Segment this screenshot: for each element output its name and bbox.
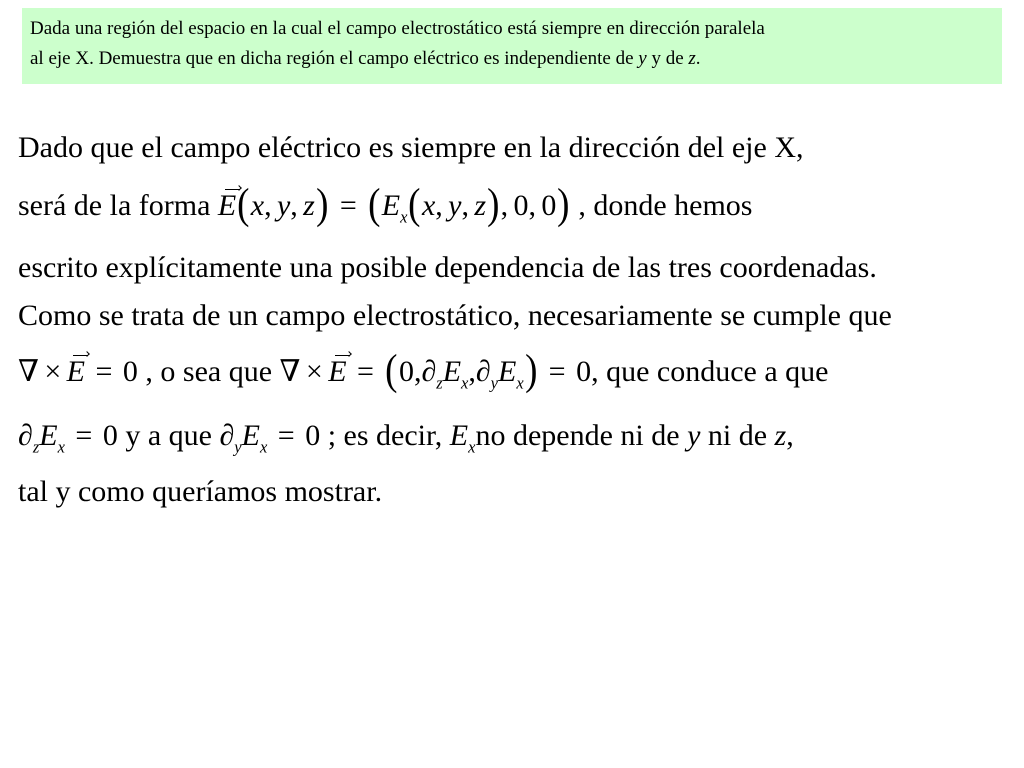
solution-line-5 — [18, 346, 829, 395]
zero: 0 — [122, 355, 138, 388]
sub-x: x — [461, 373, 469, 393]
solution-line-6-text-a: y a que — [125, 419, 220, 452]
solution-line-6-text-d: ni de — [700, 419, 775, 452]
equals-sign: = — [357, 355, 374, 388]
curl-components-equation: ∇ × $E = (0,\partial_zE_x,\partial_yE_x) = 0$, — [279, 346, 599, 395]
zero: 0 — [576, 355, 592, 388]
var-x: x — [250, 189, 265, 222]
comma: , — [264, 189, 272, 222]
problem-line-2-text-b: y de — [646, 48, 689, 69]
sub-x: x — [468, 437, 476, 457]
sub-x: x — [516, 373, 524, 393]
comma: , — [500, 189, 509, 222]
equals-sign: = — [75, 419, 93, 452]
zero: 0 — [305, 419, 321, 452]
times-symbol: × — [44, 355, 62, 388]
vector-E: E — [217, 189, 237, 222]
problem-statement-box — [22, 8, 1002, 84]
problem-line-1: Dada una región del espacio en la cual el campo electrostático está siempre en dirección paralela — [30, 18, 765, 39]
E-component: E — [498, 355, 517, 388]
curl-zero-equation — [18, 355, 145, 388]
partial-symbol: ∂ — [219, 419, 235, 452]
sub-z: z — [436, 373, 443, 393]
vector-E: E — [328, 355, 347, 388]
sub-y: y — [234, 437, 242, 457]
zero: 0 — [541, 189, 557, 222]
equals-sign: = — [277, 419, 295, 452]
solution-line-2-text-b: , donde hemos — [578, 189, 753, 222]
comma: , — [413, 355, 422, 388]
sub-x: x — [259, 437, 268, 457]
var-y: y — [687, 419, 701, 452]
partial-symbol: ∂ — [421, 355, 437, 388]
var-y: y — [448, 189, 462, 222]
zero: 0 — [398, 355, 414, 388]
E-component: E — [449, 419, 469, 452]
solution-line-6-text-e: , — [786, 419, 794, 452]
solution-line-5-text-a: , o sea que — [145, 355, 280, 388]
solution-line-3: escrito explícitamente una posible dependencia de las tres coordenadas. — [18, 251, 877, 284]
var-z: z — [474, 189, 487, 222]
comma: , — [468, 355, 476, 388]
partial-z-equation — [18, 419, 125, 457]
problem-var-z: z — [688, 48, 696, 69]
equals-sign: = — [548, 355, 566, 388]
var-y: y — [276, 189, 291, 222]
solution-line-6-text-b: ; es decir, — [327, 419, 450, 452]
equals-sign: = — [95, 355, 113, 388]
E-component: E — [241, 419, 260, 452]
solution-line-2 — [18, 180, 753, 229]
nabla-symbol: ∇ — [18, 355, 39, 388]
field-form-equation: E(x, y, $z) = (E_x(x$, y, z), 0, 0) — [217, 180, 570, 229]
comma: , — [528, 189, 536, 222]
sub-x: x — [57, 437, 65, 457]
E-component: E — [442, 355, 462, 388]
vector-E: E — [66, 355, 85, 388]
sub-y: y — [490, 373, 498, 393]
zero: 0 — [102, 419, 118, 452]
var-z: z — [303, 189, 315, 222]
comma: , — [290, 189, 298, 222]
solution-line-4: Como se trata de un campo electrostático, necesariamente se cumple que — [18, 299, 892, 332]
solution-line-6-text-c: no depende ni de — [475, 419, 688, 452]
problem-line-2-text-c: . — [695, 48, 701, 69]
nabla-symbol: ∇ — [279, 355, 301, 388]
var-x: x — [421, 189, 436, 222]
solution-line-1: Dado que el campo eléctrico es siempre en la dirección del eje X, — [18, 131, 804, 164]
sub-z: z — [32, 437, 40, 457]
problem-line-2 — [30, 44, 994, 74]
E-component: E — [39, 419, 58, 452]
partial-symbol: ∂ — [475, 355, 491, 388]
solution-line-2-text-a: será de la forma — [18, 189, 218, 222]
zero: 0 — [513, 189, 529, 222]
partial-y-equation — [219, 419, 327, 457]
sub-x: x — [400, 207, 408, 227]
problem-var-y: y — [638, 48, 647, 69]
var-z: z — [774, 419, 787, 452]
problem-line-2-text-a: al eje X. Demuestra que en dicha región el campo eléctrico es independiente de — [30, 48, 639, 69]
solution-line-5-text-b: que conduce a que — [606, 355, 829, 388]
solution-line-7: tal y como queríamos mostrar. — [18, 475, 383, 508]
E-component: E — [381, 189, 401, 222]
times-symbol: × — [305, 355, 323, 388]
equals-sign: = — [339, 189, 357, 222]
solution-line-6 — [18, 418, 794, 457]
comma: , — [591, 355, 599, 388]
comma: , — [461, 189, 469, 222]
partial-symbol: ∂ — [18, 419, 33, 452]
comma: , — [435, 189, 443, 222]
